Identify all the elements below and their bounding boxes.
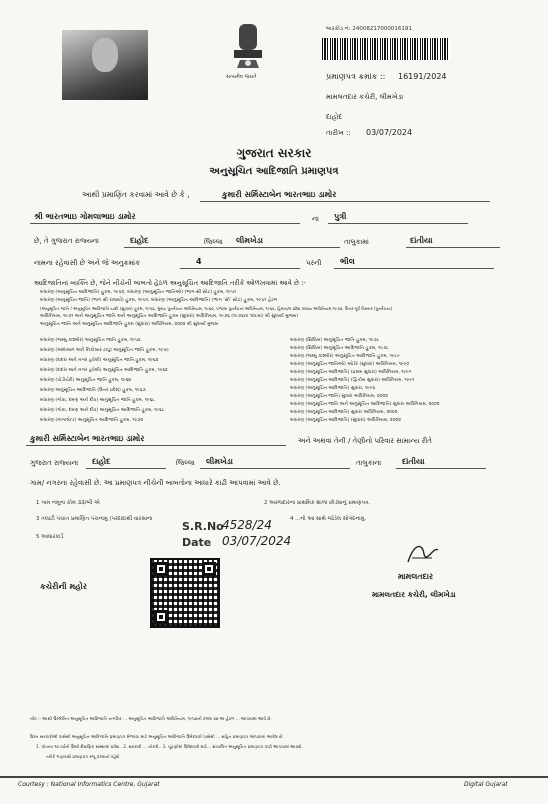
relation-label: ના [312,215,319,223]
residence-taluka-label: તાલુકાના [356,459,382,467]
basis-item: 1 ગામ નમૂના કોમ ૩૩/બી એ [36,500,100,506]
barcode-label: બારકોડ નં: 24008217000016191 [326,26,412,32]
order-line: અધિનિયમ, ૧૯૭૧ અને અનુસૂચિત જાતિ અને અનુસૂચિત આદિજાતિ હુકમ (સુધારા) અધિનિયમ, ૧૯૭૬ (૧૯૭૬ના ૧૦૮માં) થી સુધાર્યા મુજબ) [40,314,299,319]
date-label: તારીખ :: [326,129,351,137]
order-left: બંધારણ અનુસૂચિત આદિજાતિ (ઉત્તર પ્રદેશ) હુકમ, ૧૯૬૭ [40,388,146,393]
place-taluka: લીમખેડા [236,236,263,245]
footer-rule [0,776,548,778]
order-right: બંધારણ (સિક્કિમ) અનુસૂચિત આદિજાતિ હુકમ, ૧૯૭૮ [290,346,389,351]
order-right: બંધારણ (અનુસૂચિત આદિજાતિ) સુધારા અધિનિયમ, ૨૦૦૨ [290,410,398,415]
signature-icon [404,540,440,568]
note-line: તરીકે ગણાવાશે પ્રમાણપત્ર રજૂ કરવાનો રહેશે. [46,754,121,759]
residence-suffix: અને અથવા તેની / તેણીનો પરિવાર સામાન્ય રીતે [298,437,432,445]
footer-courtesy: Courtesy : National Informatics Centre, Gujarat [18,781,160,788]
issuing-district: દાહોદ [326,113,343,121]
taluka-label: તાલુકામાં [344,238,369,246]
serial-no: 4 [196,257,202,266]
order-right: બંધારણ (જમ્મુ કાશ્મીર) અનુસૂચિત આદિજાતિ હુકમ, ૧૯૮૯ [290,354,400,359]
footer-brand: Digital Gujarat [464,781,508,788]
order-right: બંધારણ (અનુસૂચિત આદિજાતિ) (સુધારા) અધિનિયમ, ૨૦૦૨ [290,418,401,423]
applicant-name: કુમારી સર્મિસ્ટાબેન ભારતભાઇ ડામોર [222,190,337,199]
national-emblem-icon [228,20,268,82]
basis-item: 3 તલાટી પંચાત પ્રમાણિત પંચનામુ (પરદાદાથી વારસાના [36,516,153,522]
order-left: બંધારણ (ગોવા, દમણ અને દીવ) અનુસૂચિત આદિજાતિ હુકમ, ૧૯૬૮ [40,408,165,413]
district-label: જિલ્લા [204,238,223,246]
government-title: ગુજરાત સરકાર [236,146,312,160]
emblem-caption: સત્યમેવ જયતે [226,74,257,80]
order-right: બંધારણ (અનુસૂચિત આદિજાતિ) (પ્રથમ સુધારા) અધિનિયમ, ૧૯૯૧ [290,370,412,375]
order-left: બંધારણ (આંદામાન અને નિકોબાર ટાપુ) અનુસૂચિત જાતિ હુકમ, ૧૯૫૯ [40,348,170,353]
signatory-role: મામલતદાર [398,572,434,581]
cert-no-label: પ્રમાણપત્ર ક્રમાંક :: [326,72,386,81]
order-line: બંધારણ (અનુસૂચિત જાતિ) (ભાગ સી રાજ્યો) હુકમ, ૧૯૫૧, બંધારણ (અનુસૂચિત આદિજાતિ) (ભાગ ‘સી’ સ્ટેટ) હુકમ, ૧૯૫૧ હેઠળ [40,298,278,303]
sr-no-label: S.R.No [182,520,224,533]
qr-code [150,558,220,628]
signatory-office: મામલતદાર કચેરી, લીમખેડા [372,590,456,599]
order-left: બંધારણ (દાદરા અને નગર હવેલી) અનુસૂચિત જાતિ હુકમ, ૧૯૬૨ [40,358,159,363]
village: દાંતીયા [410,236,433,245]
order-left: બંધારણ (જમ્મુ કાશ્મીર) અનુસૂચિત જાતિ હુકમ, ૧૯૫૬ [40,338,141,343]
order-left: બંધારણ (નાગાલેન્ડ) અનુસૂચિત આદિજાતિ હુકમ, ૧૯૭૦ [40,418,144,423]
barcode [322,38,450,60]
order-right: બંધારણ (અનુસૂચિત આદિજાતિ) (દ્વિતીય સુધારા) અધિનિયમ, ૧૯૯૧ [290,378,415,383]
resident-name: કુમારી સર્મિસ્ટાબેન ભારતભાઇ ડામોર [30,434,145,443]
order-right: બંધારણ (અનુસૂચિત જાતિ અને અનુસૂચિત આદિજાતિ) સુધારા અધિનિયમ, ૨૦૦૨ [290,402,440,407]
cert-no: 16191/2024 [398,72,447,81]
order-line: (અનુસૂચિત જાતિ / અનુસૂચિત આદિજાતિ યાદી (સુધારા) હુકમ, ૧૯૫૬, મુંબઇ પુનર્રચના અધિનિયમ, ૧૯૬૦, પંજાબ પુનર્રચના અધિનિયમ, ૧૯૬૬, હિમાચલ પ્રદેશ રાજ્ય અધિનિયમ,૧૯૭૦, ઉત્તર-પૂર્વ વિસ્તાર (પુનર્રચના) [40,306,393,311]
order-right: બંધારણ (અનુસૂચિત જાતિઓ) ઓર્ડર (સુધારા) અધિનિયમ, ૧૯૯૦ [290,362,410,367]
note-line: નોંધ :- આથી ઉલ્લેખિત અનુસૂચિત આદિજાતિ નાગરિક ... અનુસૂચિત આદિજાતિ અધિનિયમ, ૧૯૫૦ની કલમ ૨૦-અ હેઠળ ... આપવામાં આવે છે. [30,716,272,721]
intro-text: આથી પ્રમાણિત કરવામાં આવે છે કે , [82,190,190,199]
order-right: બંધારણ (અનુસૂચિત જાતિ) સુધારા અધિનિયમ, ૨૦૦૨ [290,394,388,399]
document-title: અનુસૂચિત આદિજાતિ પ્રમાણપત્ર [209,166,339,177]
order-left: બંધારણ (ગોવા, દમણ અને દીવ) અનુસૂચિત જાતિ હુકમ, ૧૯૬૮ [40,398,155,403]
order-right: બંધારણ (અનુસૂચિત આદિજાતિ) સુધારા, ૧૯૯૬ [290,386,376,391]
tribe-label: પરની [306,259,322,267]
stamp-date-label: Date [182,536,212,549]
stamp-date-value: 03/07/2024 [222,534,292,548]
tribe-name: ભીલ [340,257,355,266]
place-district: દાહોદ [130,236,149,245]
residence-district: દાહોદ [92,457,111,466]
serial-text: નામના રહેવાસી છે અને જે અનુક્રમાંક [34,259,141,267]
residence-village: દાંતીયા [402,457,425,466]
basis-item: 4 ...નો આ સાથે જોડેલ સોગંદનામુ. [290,516,367,522]
issue-date: 03/07/2024 [366,128,413,137]
residence-district-label: જિલ્લા [176,459,195,467]
order-line: અનુસૂચિત જાતિ અને અનુસૂચિત આદિજાતિ હુકમ (સુધારા) અધિનિયમ, ૨૦૦૨ થી સુધાર્યા મુજબ [40,322,219,327]
recognition-text: આદિજાતિનાં વ્યક્તિ છે, જેને નીચેની બાબતો હેઠળ અનુસૂચિત આદિજાતિ તરીકે ઓળખવામાં આવે છે :- [34,279,306,287]
order-left: બંધારણ (દાદરા અને નગર હવેલી) અનુસૂચિત આદિજાતિ હુકમ, ૧૯૬૨ [40,368,168,373]
residence-taluka: લીમખેડા [206,457,233,466]
issuing-office: મામલતદાર કચેરી, લીમખેડા [326,93,404,101]
father-name: શ્રી ભારતભાઇ ગોમલાભાઇ ડામોર [34,212,136,221]
basis-item: 5 આધારકાર્ડ [36,534,64,540]
residence-prefix: ગુજરાત રાજ્યના [30,459,79,467]
order-left: બંધારણ (પોંડીચેરી) અનુસૂચિત જાતિ હુકમ, ૧૯૬૪ [40,378,132,383]
basis-item: 2 અરજદારના પ્રાથમિક શાળા છોડ્યાનું પ્રમાણપત્ર. [264,500,371,506]
note-line: ઉક્ત સરકારીશ્રી પાસેથી અનુસૂચિત આદિજાતિ પ્રમાણપત્ર મેળવવા માટે અનુસૂચિત આદિજાતિ ઉમેદવારો પાસેથી ... સહિત પ્રમાણપત્ર આપવામાં આવેલ છે. [30,734,284,739]
applicant-photo [62,30,148,100]
place-prefix: છે, તે ગુજરાત રાજ્યના [34,237,99,245]
order-right: બંધારણ (સિક્કિમ) અનુસૂચિત જાતિ હુકમ, ૧૯૭૮ [290,338,380,343]
relation: પુત્રી [334,212,347,221]
office-seal-label: કચેરીની મહોર [40,582,87,591]
sr-no-value: 4528/24 [222,518,272,532]
order-line: બંધારણ (અનુસૂચિત આદિજાતિ) હુકમ, ૧૯૫૦, બંધારણ (અનુસૂચિત જાતિઓ) (ભાગ-સી સ્ટેટ) હુકમ, ૧૯૫૧ [40,290,237,295]
residence-village-line: ગામ/ નગરના રહેવાસી છે. આ પ્રમાણપત્ર નીચેની બાબતોના આધારે કાઢી આપવામાં આવે છે. [30,479,281,487]
note-line: 1. પોતાના ૧૦ વર્ષની ઉંમરે શૈક્ષણિક સંસ્થામાં પ્રવેશ.. 2. સરકારી ... નોકરી.. 3. ચૂંટણીમાં ઉમેદવારી માટે... સંચાલિત અનુસૂચિત પ્રમાણપત્ર કાઢી આપવામાં આવશે. [36,744,303,749]
